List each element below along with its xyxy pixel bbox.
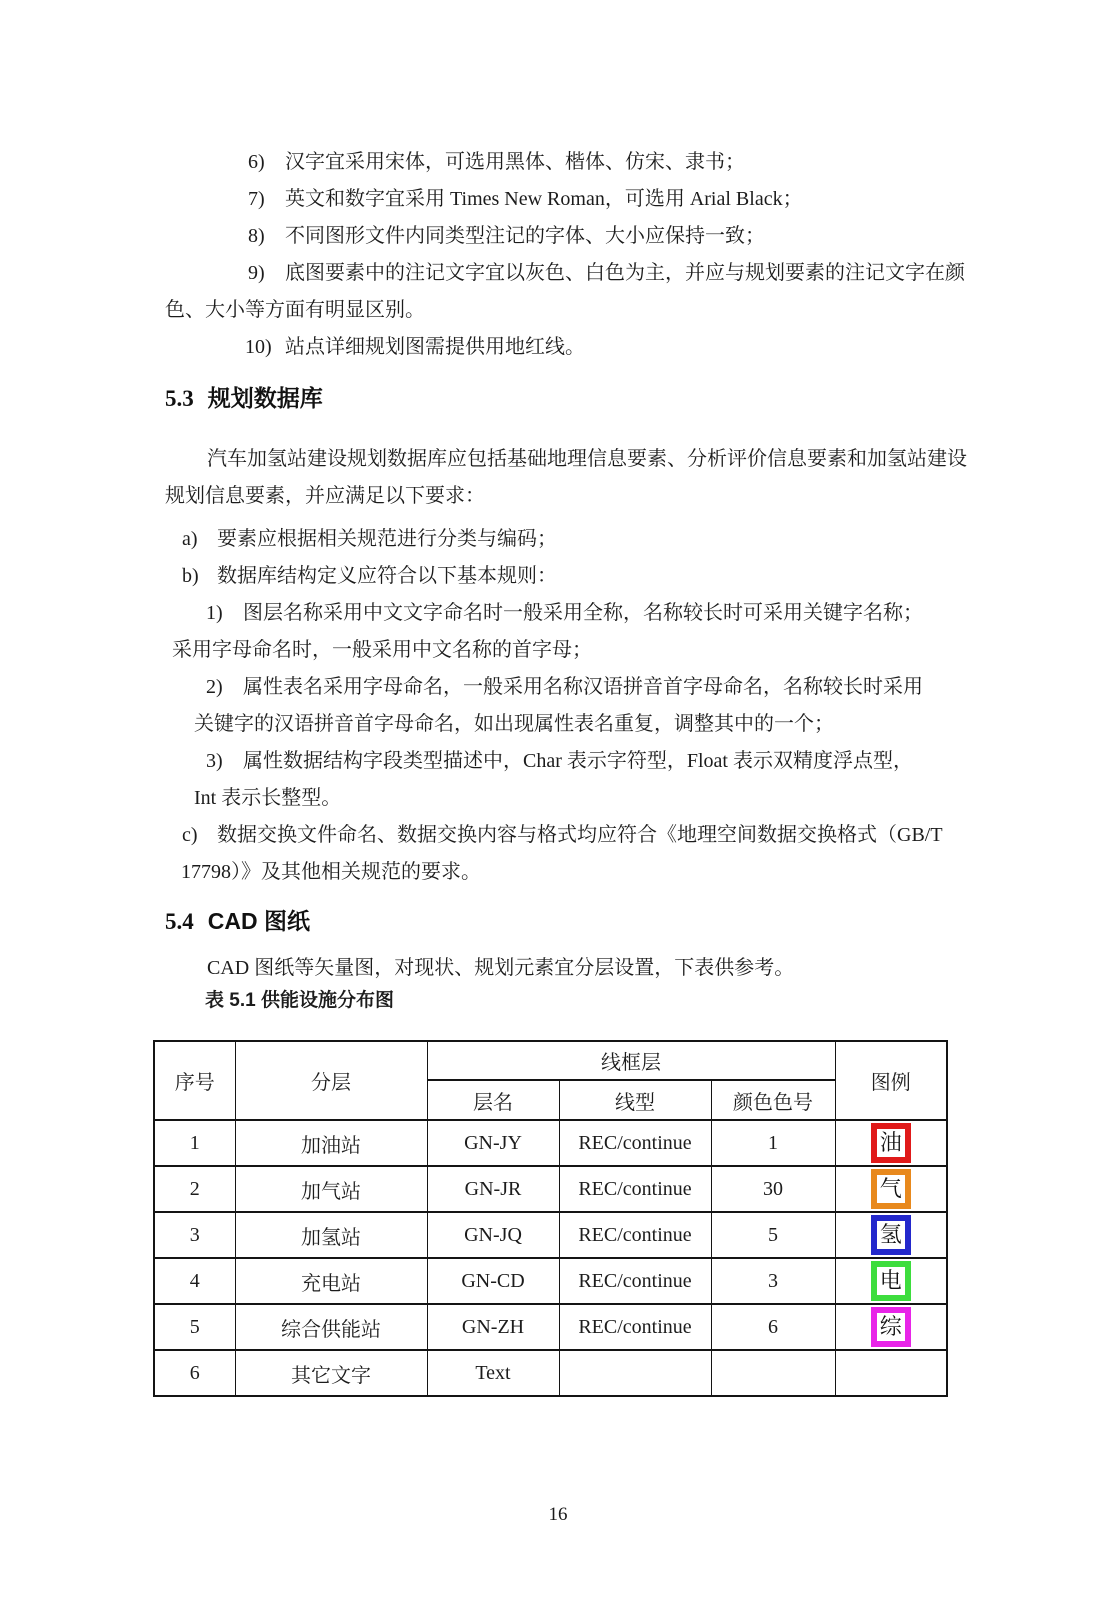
- list-item-number: 8): [248, 225, 265, 247]
- cell-layer: 充电站: [235, 1258, 427, 1304]
- cell-layer-name: GN-JY: [427, 1120, 559, 1166]
- sub-item-number: 2): [206, 676, 223, 698]
- list-item: [0, 817, 1116, 854]
- legend-swatch-electric: 电: [871, 1261, 911, 1301]
- cell-index: 4: [154, 1258, 235, 1304]
- list-item-number: 6): [248, 151, 265, 173]
- cell-layer: 加气站: [235, 1166, 427, 1212]
- cell-line-type: REC/continue: [559, 1212, 711, 1258]
- cell-index: 5: [154, 1304, 235, 1350]
- cell-line-type: REC/continue: [559, 1304, 711, 1350]
- list-item-number: 10): [245, 336, 272, 358]
- table-row: [154, 1212, 947, 1258]
- cell-legend: [835, 1212, 947, 1258]
- header-wireframe-group: 线框层: [427, 1041, 835, 1080]
- cell-line-type: REC/continue: [559, 1166, 711, 1212]
- cell-legend: [835, 1350, 947, 1396]
- paragraph-line: CAD 图纸等矢量图，对现状、规划元素宜分层设置，下表供参考。: [207, 957, 795, 979]
- cell-color-code: [711, 1350, 835, 1396]
- section-number: 5.3: [165, 386, 194, 411]
- cell-color-code: 3: [711, 1258, 835, 1304]
- list-item-text: 要素应根据相关规范进行分类与编码；: [217, 528, 557, 550]
- cell-legend: [835, 1166, 947, 1212]
- header-layer: 分层: [235, 1041, 427, 1120]
- sub-item-number: 1): [206, 602, 223, 624]
- cell-layer: 加油站: [235, 1120, 427, 1166]
- sub-item-continuation: 采用字母命名时，一般采用中文名称的首字母；: [172, 639, 592, 661]
- list-item-text: 不同图形文件内同类型注记的字体、大小应保持一致；: [285, 225, 765, 247]
- legend-swatch-gas: 气: [871, 1169, 911, 1209]
- section-title: 规划数据库: [207, 385, 323, 411]
- list-items-6-10: [0, 0, 1116, 366]
- header-line-type: 线型: [559, 1080, 711, 1120]
- sub-item-continuation: 关键字的汉语拼音首字母命名，如出现属性表名重复，调整其中的一个；: [194, 713, 834, 735]
- cell-color-code: 30: [711, 1166, 835, 1212]
- list-items-a-c: [0, 521, 1116, 891]
- legend-swatch-comprehensive: 综: [871, 1307, 911, 1347]
- list-item: [0, 558, 1116, 595]
- section-heading-5-4: [0, 906, 1116, 936]
- list-item-text: 站点详细规划图需提供用地红线。: [285, 336, 585, 358]
- cell-legend: [835, 1304, 947, 1350]
- list-item-continuation: 17798）》及其他相关规范的要求。: [181, 861, 481, 883]
- paragraph-line: 汽车加氢站建设规划数据库应包括基础地理信息要素、分析评价信息要素和加氢站建设: [207, 448, 967, 470]
- paragraph-5-4-intro: [0, 950, 1116, 987]
- cell-legend: [835, 1258, 947, 1304]
- cell-line-type: REC/continue: [559, 1120, 711, 1166]
- cell-color-code: 6: [711, 1304, 835, 1350]
- list-item: [0, 218, 1116, 255]
- table-header-row: [154, 1041, 947, 1080]
- cell-color-code: 5: [711, 1212, 835, 1258]
- table-row: [154, 1120, 947, 1166]
- cell-line-type: REC/continue: [559, 1258, 711, 1304]
- list-item-text: 汉字宜采用宋体，可选用黑体、楷体、仿宋、隶书；: [285, 151, 745, 173]
- table-row: [154, 1258, 947, 1304]
- list-item-number: 9): [248, 262, 265, 284]
- table-row: [154, 1304, 947, 1350]
- paragraph-line: 规划信息要素，并应满足以下要求：: [165, 485, 485, 507]
- list-item: [0, 255, 1116, 292]
- list-item-number: 7): [248, 188, 265, 210]
- cell-layer-name: GN-ZH: [427, 1304, 559, 1350]
- list-item-continuation: 色、大小等方面有明显区别。: [165, 299, 425, 321]
- sub-item-text: 属性数据结构字段类型描述中，Char 表示字符型，Float 表示双精度浮点型，: [243, 750, 913, 772]
- list-item-letter: b): [182, 565, 199, 587]
- cell-legend: [835, 1120, 947, 1166]
- cell-layer: 综合供能站: [235, 1304, 427, 1350]
- list-item-text: 数据库结构定义应符合以下基本规则：: [217, 565, 557, 587]
- legend-swatch-oil: 油: [871, 1123, 911, 1163]
- header-legend: 图例: [835, 1041, 947, 1120]
- cell-index: 1: [154, 1120, 235, 1166]
- cell-index: 6: [154, 1350, 235, 1396]
- cell-index: 2: [154, 1166, 235, 1212]
- list-item: [0, 181, 1116, 218]
- sub-list-item: [0, 595, 1116, 632]
- cell-layer-name: Text: [427, 1350, 559, 1396]
- facility-layer-table: [153, 1040, 948, 1397]
- cell-index: 3: [154, 1212, 235, 1258]
- list-item-letter: a): [182, 528, 198, 550]
- table-row: [154, 1166, 947, 1212]
- section-title: CAD 图纸: [207, 908, 310, 934]
- table-row: [154, 1350, 947, 1396]
- cell-layer-name: GN-JQ: [427, 1212, 559, 1258]
- list-item-text: 底图要素中的注记文字宜以灰色、白色为主，并应与规划要素的注记文字在颜: [285, 262, 965, 284]
- header-color-code: 颜色色号: [711, 1080, 835, 1120]
- header-layer-name: 层名: [427, 1080, 559, 1120]
- cell-line-type: [559, 1350, 711, 1396]
- cell-layer-name: GN-JR: [427, 1166, 559, 1212]
- paragraph-5-3-intro: [0, 441, 1116, 515]
- list-item: [0, 144, 1116, 181]
- legend-swatch-hydrogen: 氢: [871, 1215, 911, 1255]
- cell-color-code: 1: [711, 1120, 835, 1166]
- list-item: [0, 521, 1116, 558]
- sub-item-text: 图层名称采用中文文字命名时一般采用全称，名称较长时可采用关键字名称；: [243, 602, 923, 624]
- header-index: 序号: [154, 1041, 235, 1120]
- sub-list-item: [0, 669, 1116, 706]
- cell-layer: 加氢站: [235, 1212, 427, 1258]
- sub-item-number: 3): [206, 750, 223, 772]
- list-item: [0, 329, 1116, 366]
- table-caption: 表 5.1 供能设施分布图: [205, 990, 394, 1011]
- list-item-text: 数据交换文件命名、数据交换内容与格式均应符合《地理空间数据交换格式（GB/T: [217, 824, 943, 846]
- section-number: 5.4: [165, 909, 194, 934]
- cell-layer: 其它文字: [235, 1350, 427, 1396]
- sub-list-item: [0, 743, 1116, 780]
- section-heading-5-3: [0, 383, 1116, 413]
- cell-layer-name: GN-CD: [427, 1258, 559, 1304]
- sub-item-continuation: Int 表示长整型。: [194, 787, 342, 809]
- list-item-text: 英文和数字宜采用 Times New Roman，可选用 Arial Black；: [285, 188, 803, 210]
- list-item-letter: c): [182, 824, 198, 846]
- sub-item-text: 属性表名采用字母命名，一般采用名称汉语拼音首字母命名，名称较长时采用: [243, 676, 923, 698]
- page-number: 16: [548, 1504, 568, 1525]
